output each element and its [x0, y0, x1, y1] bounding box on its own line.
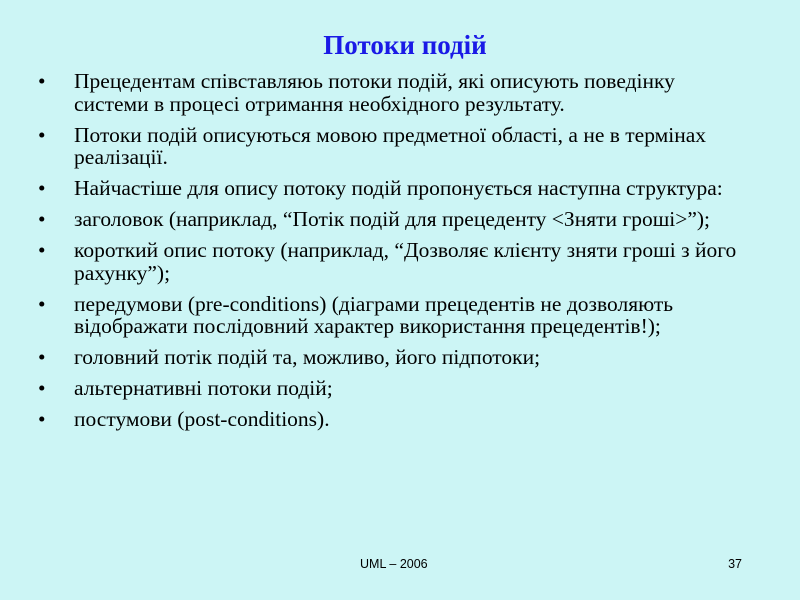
bullet-icon: • [38, 407, 46, 431]
bullet-text: Найчастіше для опису потоку подій пропонується наступна структура: [74, 176, 723, 200]
bullet-item [32, 408, 752, 431]
bullet-icon: • [38, 207, 46, 231]
bullet-item [32, 239, 752, 284]
bullet-icon: • [38, 176, 46, 200]
bullet-text: постумови (post-conditions). [74, 407, 330, 431]
bullet-text: передумови (pre-conditions) (діаграми прецедентів не дозволяють відображати послідовний характер використання прецедентів!); [74, 291, 674, 338]
bullet-icon: • [38, 238, 46, 262]
footer-label: UML – 2006 [360, 557, 428, 571]
bullet-item [32, 70, 752, 115]
bullet-icon: • [38, 376, 46, 400]
bullet-item [32, 377, 752, 400]
bullet-text: альтернативні потоки подій; [74, 376, 333, 400]
bullet-item [32, 124, 752, 169]
bullet-text: Прецедентам співставляюь потоки подій, які описують поведінку системи в процесі отримання необхідного результату. [74, 69, 675, 116]
bullet-icon: • [38, 69, 46, 93]
bullet-icon: • [38, 345, 46, 369]
bullet-text: Потоки подій описуються мовою предметної області, а не в термінах реалізації. [74, 122, 707, 169]
bullet-text: короткий опис потоку (наприклад, “Дозволяє клієнту зняти гроші з його рахунку”); [74, 238, 737, 285]
bullet-icon: • [38, 122, 46, 147]
bullet-item [32, 293, 752, 338]
bullet-item [32, 346, 752, 369]
page-number: 37 [728, 557, 742, 571]
bullet-text: заголовок (наприклад, “Потік подій для прецеденту <Зняти гроші>”); [74, 207, 711, 231]
bullet-item [32, 208, 752, 231]
bullet-text: головний потік подій та, можливо, його підпотоки; [74, 345, 541, 369]
bullet-icon: • [38, 291, 46, 316]
bullet-item [32, 177, 752, 200]
bullet-list [32, 70, 752, 439]
slide-title: Потоки подій [323, 30, 487, 60]
